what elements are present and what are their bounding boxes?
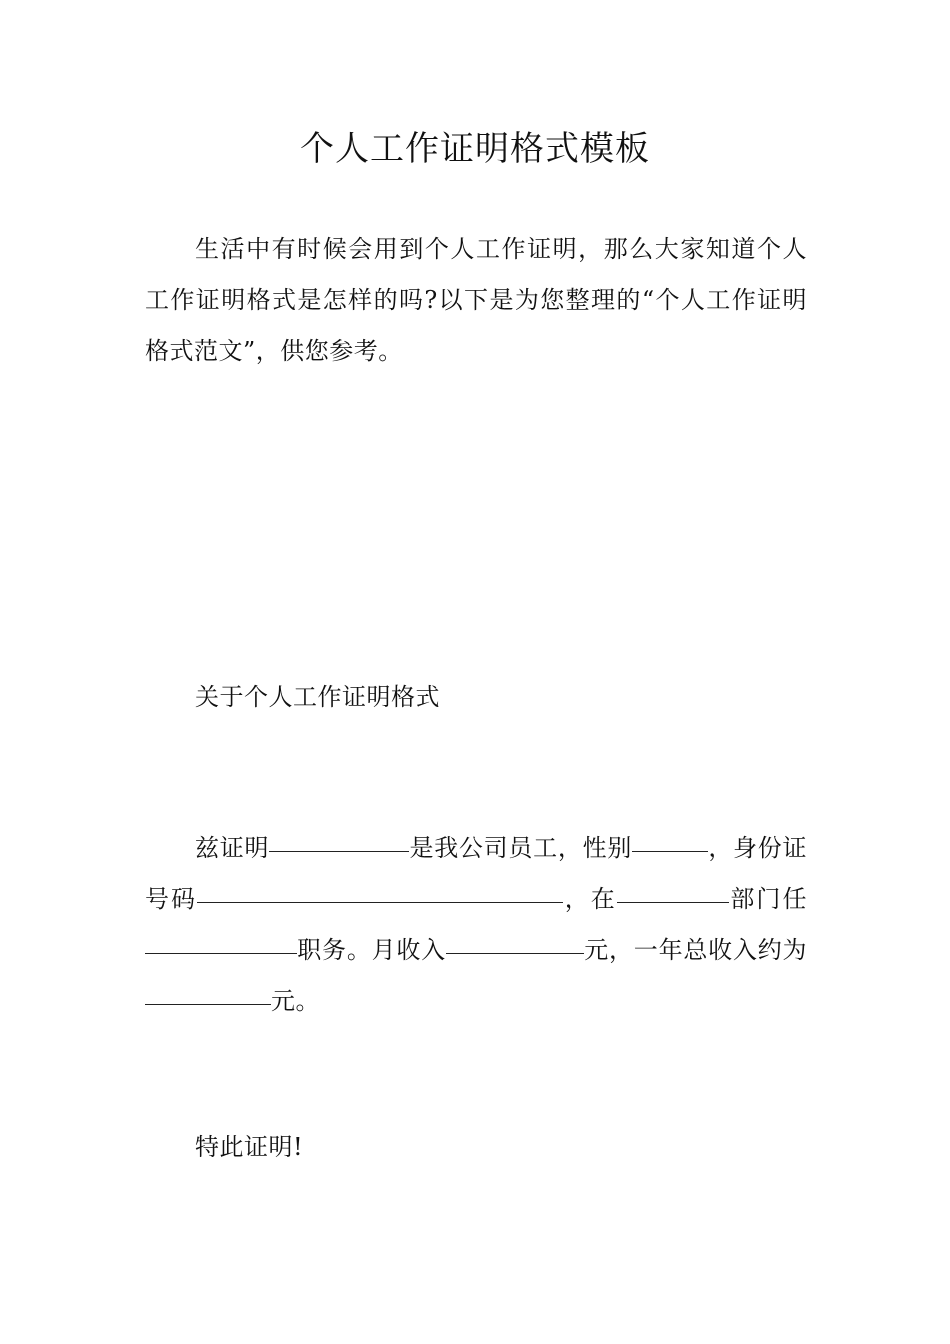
cert-text-2: 是我公司员工，性别 — [409, 834, 633, 862]
cert-text-1: 兹证明 — [195, 834, 270, 862]
closing-line: 特此证明! — [195, 1133, 304, 1161]
certificate-paragraph — [145, 823, 807, 1027]
id-number-blank — [197, 901, 563, 903]
document-title: 个人工作证明格式模板 — [300, 129, 650, 169]
department-blank — [617, 901, 729, 903]
cert-text-8: 元。 — [271, 987, 320, 1015]
name-blank — [269, 850, 409, 852]
cert-text-3: ，身份证号码 — [145, 834, 808, 913]
monthly-income-blank — [446, 952, 584, 954]
cert-text-4: ，在 — [563, 885, 617, 913]
cert-text-5: 部门任 — [728, 885, 807, 913]
cert-text-6: 职务。月收入 — [297, 936, 446, 964]
section-heading: 关于个人工作证明格式 — [195, 683, 440, 711]
annual-income-blank — [145, 1003, 271, 1005]
intro-paragraph: 生活中有时候会用到个人工作证明，那么大家知道个人工作证明格式是怎样的吗?以下是为您整理的“个人工作证明格式范文”，供您参考。 — [145, 235, 807, 365]
gender-blank — [632, 850, 708, 852]
cert-text-7: 元，一年总收入约为 — [583, 936, 807, 964]
position-blank — [145, 952, 297, 954]
